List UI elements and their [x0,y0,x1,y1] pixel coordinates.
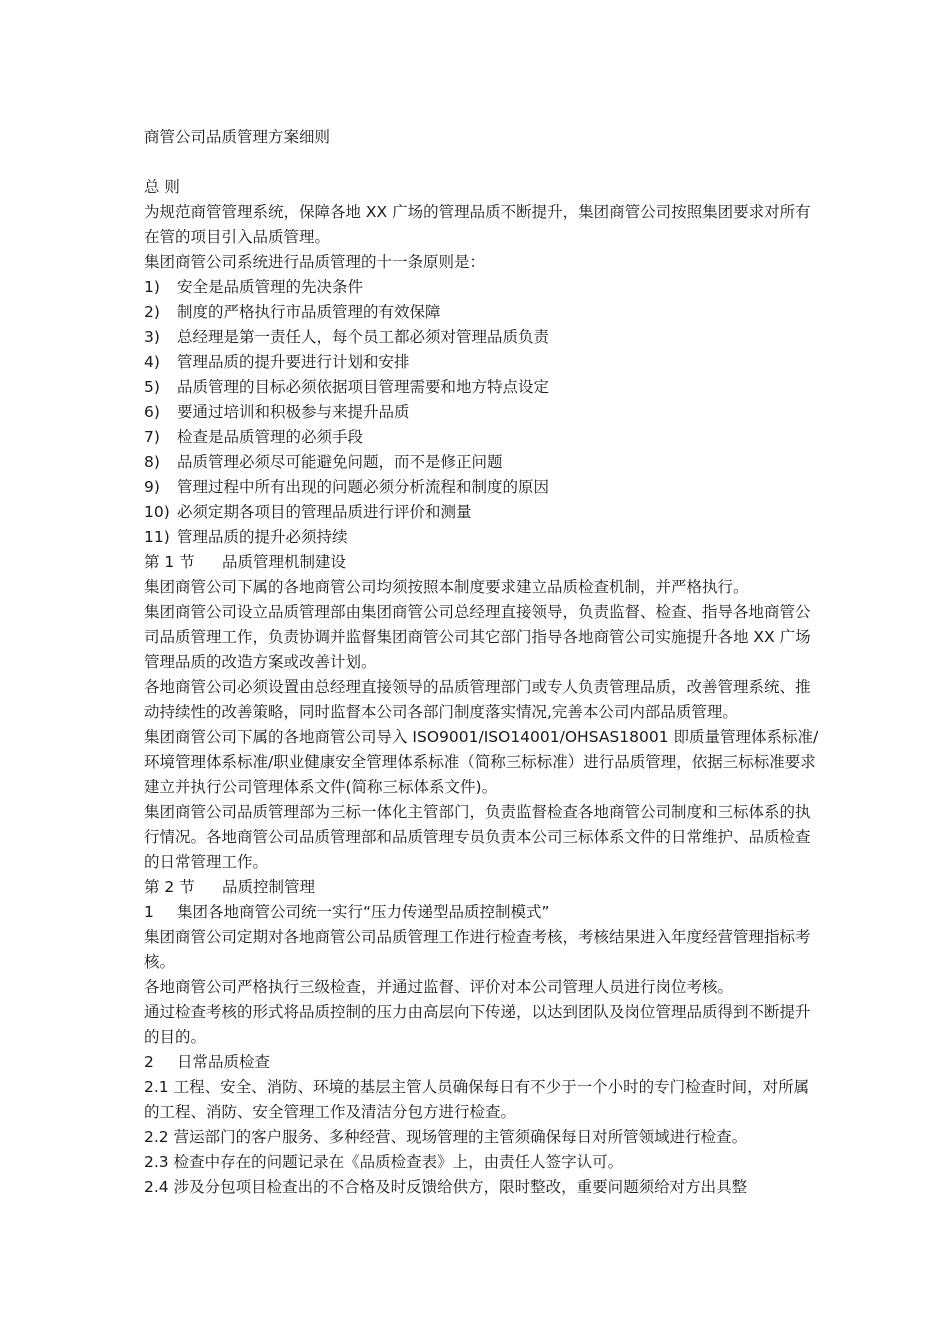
item-number: 11) [144,528,170,546]
item-text: 要通过培训和积极参与来提升品质 [177,403,410,421]
item-text: 管理过程中所有出现的问题必须分析流程和制度的原因 [177,478,550,496]
item-text: 总经理是第一责任人，每个员工都必须对管理品质负责 [177,328,550,346]
item-text: 品质管理的目标必须依据项目管理需要和地方特点设定 [177,378,550,396]
list-item [144,400,824,425]
item-text: 管理品质的提升要进行计划和安排 [177,353,410,371]
item-number: 9) [144,478,160,496]
list-item [144,275,824,300]
list-item [144,475,824,500]
paragraph: 2.2 营运部门的客户服务、多种经营、现场管理的主管须确保每日对所管领域进行检查。 [144,1128,748,1146]
paragraph: 各地商管公司必须设置由总经理直接领导的品质管理部门或专人负责管理品质，改善管理系统、推动持续性的改善策略，同时监督本公司各部门制度落实情况,完善本公司内部品质管理。 [144,678,811,721]
item-text: 管理品质的提升必须持续 [177,528,348,546]
list-item [144,425,824,450]
section-number: 第 1 节 [144,553,195,571]
list-item [144,325,824,350]
section-title: 品质控制管理 [222,878,316,896]
paragraph: 集团商管公司定期对各地商管公司品质管理工作进行检查考核，考核结果进入年度经营管理指标考核。 [144,928,811,971]
paragraph: 集团商管公司下属的各地商管公司导入 ISO9001/ISO14001/OHSAS18001 即质量管理体系标准/环境管理体系标准/职业健康安全管理体系标准（简称三标标准）进行品质管理，依据三标标准要求建立并执行公司管理体系文件(简称三标体系文件)。 [144,728,819,796]
document-page [144,125,824,1200]
section-number: 第 2 节 [144,878,195,896]
paragraph: 各地商管公司严格执行三级检查，并通过监督、评价对本公司管理人员进行岗位考核。 [144,978,734,996]
item-text: 品质管理必须尽可能避免问题，而不是修正问题 [177,453,503,471]
paragraph: 2.1 工程、安全、消防、环境的基层主管人员确保每日有不少于一个小时的专门检查时间，对所属的工程、消防、安全管理工作及清洁分包方进行检查。 [144,1078,810,1121]
subsection-number: 2 [144,1053,154,1071]
item-number: 1) [144,278,160,296]
item-number: 7) [144,428,160,446]
principles-list [144,275,824,550]
paragraph: 集团商管公司品质管理部为三标一体化主管部门，负责监督检查各地商管公司制度和三标体系的执行情况。各地商管公司品质管理部和品质管理专员负责本公司三标体系文件的日常维护、品质检查的日常管理工作。 [144,803,811,871]
item-number: 6) [144,403,160,421]
list-item [144,525,824,550]
paragraph: 通过检查考核的形式将品质控制的压力由高层向下传递，以达到团队及岗位管理品质得到不断提升的目的。 [144,1003,811,1046]
subsection-number: 1 [144,903,154,921]
item-number: 4) [144,353,160,371]
subsection-1-heading [144,900,824,925]
paragraph: 集团商管公司设立品质管理部由集团商管公司总经理直接领导，负责监督、检查、指导各地商管公司品质管理工作，负责协调并监督集团商管公司其它部门指导各地商管公司实施提升各地 XX 广场管理品质的改造方案或改善计划。 [144,603,811,671]
principles-intro: 集团商管公司系统进行品质管理的十一条原则是： [144,253,486,271]
section-title: 品质管理机制建设 [222,553,347,571]
item-number: 2) [144,303,160,321]
list-item [144,500,824,525]
section-1-heading [144,550,824,575]
paragraph: 2.4 涉及分包项目检查出的不合格及时反馈给供方，限时整改，重要问题须给对方出具整 [144,1178,748,1196]
item-text: 必须定期各项目的管理品质进行评价和测量 [177,503,472,521]
intro-paragraph: 为规范商管管理系统，保障各地 XX 广场的管理品质不断提升，集团商管公司按照集团要求对所有在管的项目引入品质管理。 [144,203,811,246]
list-item [144,350,824,375]
item-text: 检查是品质管理的必须手段 [177,428,364,446]
section-2-heading [144,875,824,900]
list-item [144,375,824,400]
item-text: 安全是品质管理的先决条件 [177,278,364,296]
item-number: 10) [144,503,170,521]
doc-title: 商管公司品质管理方案细则 [144,128,331,146]
general-heading: 总 则 [144,178,180,196]
subsection-title: 日常品质检查 [177,1053,271,1071]
item-number: 5) [144,378,160,396]
paragraph: 集团商管公司下属的各地商管公司均须按照本制度要求建立品质检查机制，并严格执行。 [144,578,749,596]
subsection-title: 集团各地商管公司统一实行“压力传递型品质控制模式” [177,903,550,921]
subsection-2-heading [144,1050,824,1075]
list-item [144,450,824,475]
item-number: 8) [144,453,160,471]
list-item [144,300,824,325]
item-number: 3) [144,328,160,346]
paragraph: 2.3 检查中存在的问题记录在《品质检查表》上，由责任人签字认可。 [144,1153,624,1171]
item-text: 制度的严格执行市品质管理的有效保障 [177,303,441,321]
